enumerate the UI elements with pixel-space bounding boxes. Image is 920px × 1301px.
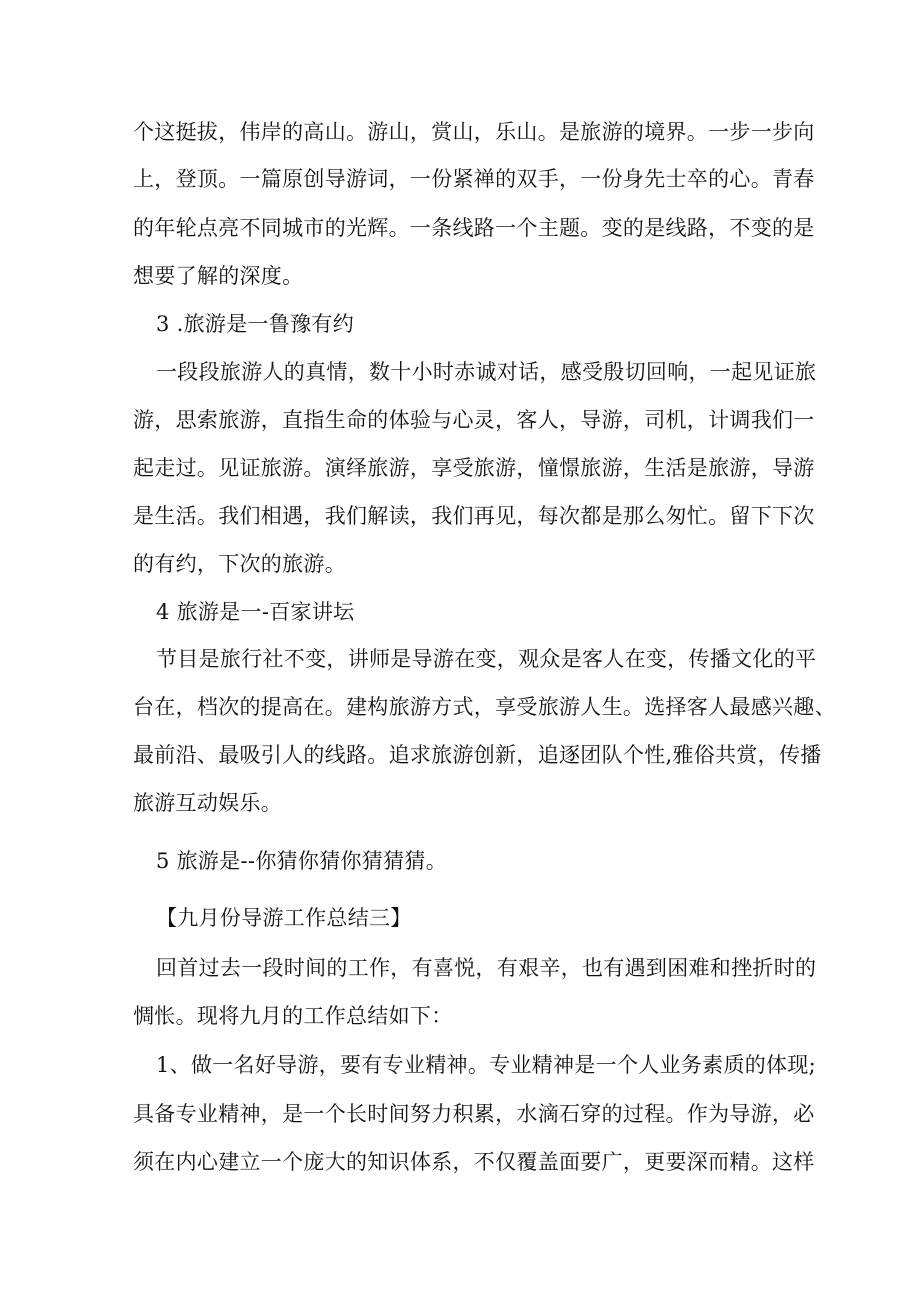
- paragraph-2-line-5: 的有约，下次的旅游。: [133, 552, 346, 576]
- paragraph-5-line-3: 须在内心建立一个庞大的知识体系，不仅覆盖面要广，更要深而精。这样: [133, 1150, 815, 1174]
- heading-3: 3 .旅游是一鲁豫有约: [156, 312, 355, 336]
- paragraph-4-line-2: 惆怅。现将九月的工作总结如下：: [133, 1004, 453, 1028]
- section-title: 【九月份导游工作总结三】: [156, 906, 412, 930]
- heading-5: 5 旅游是--你猜你猜你猜猜猜。: [156, 849, 448, 873]
- paragraph-1-line-1: 个这挺拔，伟岸的高山。游山，赏山，乐山。是旅游的境界。一步一步向: [133, 120, 815, 144]
- paragraph-5-line-2: 具备专业精神，是一个长时间努力积累，水滴石穿的过程。作为导游，必: [133, 1102, 815, 1126]
- paragraph-1-line-3: 的年轮点亮不同城市的光辉。一条线路一个主题。变的是线路，不变的是: [133, 216, 815, 240]
- paragraph-2-line-2: 游，思索旅游，直指生命的体验与心灵，客人，导游，司机，计调我们一: [133, 408, 815, 432]
- paragraph-3-line-3: 最前沿、最吸引人的线路。追求旅游创新，追逐团队个性,雅俗共赏，传播: [133, 743, 822, 767]
- paragraph-2-line-4: 是生活。我们相遇，我们解读，我们再见，每次都是那么匆忙。留下下次: [133, 504, 815, 528]
- paragraph-3-line-4: 旅游互动娱乐。: [133, 791, 283, 815]
- paragraph-1-line-2: 上，登顶。一篇原创导游词，一份紧禅的双手，一份身先士卒的心。青春: [133, 167, 815, 191]
- paragraph-2-line-3: 起走过。见证旅游。演绎旅游，享受旅游，憧憬旅游，生活是旅游，导游: [133, 456, 815, 480]
- paragraph-3-line-1: 节目是旅行社不变，讲师是导游在变，观众是客人在变，传播文化的平: [156, 647, 817, 671]
- paragraph-5-line-1: 1、做一名好导游，要有专业精神。专业精神是一个人业务素质的体现;: [156, 1053, 817, 1077]
- paragraph-3-line-2: 台在，档次的提高在。建构旅游方式，享受旅游人生。选择客人最感兴趣、: [133, 695, 836, 719]
- heading-4: 4 旅游是一-百家讲坛: [156, 600, 355, 624]
- paragraph-4-line-1: 回首过去一段时间的工作，有喜悦，有艰辛，也有遇到困难和挫折时的: [156, 956, 817, 980]
- paragraph-1-line-4: 想要了解的深度。: [133, 264, 304, 288]
- paragraph-2-line-1: 一段段旅游人的真情，数十小时赤诚对话，感受殷切回响，一起见证旅: [156, 360, 817, 384]
